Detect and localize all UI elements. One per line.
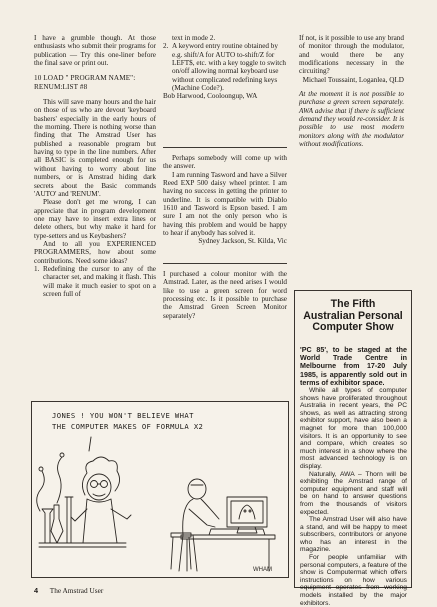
pc-show-paragraph: For people unfamiliar with personal computers, a feature of the show is Computermat which offers instructions on how various equipment operates from working models installed by the major exhibitors. (300, 554, 407, 607)
pc-show-body (300, 346, 407, 607)
cartoonist-signature: WHAM (253, 567, 272, 573)
letter-divider (163, 263, 287, 264)
list-number: 2. (163, 42, 169, 51)
letters-column-3 (299, 34, 404, 148)
page-footer (34, 586, 103, 595)
letter-paragraph: I purchased a colour monitor with the Amstrad. Later, as the need arises I would like to use a green screen for word processing etc. Is it possible to purchase the Amstrad Green Screen Monitor separately? (163, 270, 287, 320)
letter-paragraph: Perhaps somebody will come up with the answer. (163, 154, 287, 171)
caption-line: JONES ! YOU WON'T BELIEVE WHAT (52, 411, 194, 420)
letters-column-2c (163, 270, 287, 320)
letter-divider (163, 147, 287, 148)
letter-paragraph: And to all you EXPERIENCED PROGRAMMERS, how about some contributions. Need some ideas? (34, 239, 156, 265)
pc-show-paragraph: Naturally, AWA – Thorn will be exhibiting the Amstrad range of computer equipment and staff will be on hand to answer questions from the thousands of visitors expected. (300, 470, 407, 516)
editor-reply: At the moment it is not possible to purchase a green screen separately. AWA advise that if there is sufficient demand they would re-consider. It is possible to use most modern monitors along with the modulator without modifications. (299, 90, 404, 149)
pc-show-title (294, 299, 412, 334)
letters-column-1 (34, 34, 156, 298)
pc-show-lead: 'PC 85', to be staged at the World Trade Centre in Melbourne from 17-20 July 1985, is apparently sold out in terms of exhibitor space. (300, 346, 407, 387)
cartoon-illustration (31, 401, 289, 578)
list-number: 1. (34, 264, 40, 273)
publication-name: The Amstrad User (49, 586, 104, 595)
letter-paragraph: Please don't get me wrong, I can appreciate that in program development one may have to insert extra lines or delete others, but why make it hard for type-setters and us Keybashers? (34, 198, 156, 240)
pc-show-paragraph: While all types of computer shows have proliferated throughout Australia in recent years, the PC shows, as well as attracting strong exhibitor support, have also been a magnet for more than 100,000 visitors. It is an opportunity to see and compare, which creates so much interest in a show where the most advanced technology is on display. (300, 387, 407, 470)
letter-signature: Sydney Jackson, St. Kilda, Vic (198, 237, 287, 246)
letter-signature: Michael Toussaint, Loganlea, QLD (302, 75, 404, 84)
letters-column-2 (163, 34, 287, 101)
letter-paragraph: This will save many hours and the hair on those of us who are devout 'keyboard bashers' especially in the early hours of the morning. There is nothing worse than finding that The Amstrad User has published a reasonable program but having to type in the line numbers. After all BASIC is completed enough for us without having to worry about line numbers, or is Amstrad hiding dark secrets about the Basic commands 'AUTO' and 'RENUM'. (34, 98, 156, 198)
letter-paragraph: I am running Tasword and have a Silver Reed EXP 500 daisy wheel printer. I am having no success in getting the printer to underline. It is compatible with Diablo 1610 and Tasword is Epson based. I am sure I am not the only person who is having this problem and would be happy to hear if anybody has solved it. (163, 170, 287, 238)
list-text: A keyword entry routine obtained by e.g. shift/A for AUTO to-shift/Z for LEFT$, etc. with a key toggle to switch on/off allowing normal keyboard use without complicated redefining keys (Machine Code?). (172, 42, 286, 93)
idea-item-1 (34, 265, 156, 298)
title-line: The Fifth (330, 298, 376, 310)
title-line: Computer Show (312, 321, 394, 334)
title-line: Australian Personal (303, 309, 403, 322)
list-text: Redefining the cursor to any of the character set, and making it flash. This will make it much easier to spot on a screen full of (43, 264, 156, 298)
letters-column-2b (163, 154, 287, 246)
page-number: 4 (34, 586, 39, 595)
idea-item-2 (163, 42, 287, 92)
caption-line: THE COMPUTER MAKES OF FORMULA X2 (52, 422, 204, 431)
letter-paragraph: If not, is it possible to use any brand of monitor through the modulator, and would there be any modifications necessary in the circuiting? (299, 34, 404, 76)
letter-signature: Bob Harwood, Cooloongup, WA (163, 92, 258, 101)
list-continuation: text in mode 2. (172, 34, 216, 42)
code-line: 10 LOAD " PROGRAM NAME": RENUM:LIST #8 (34, 74, 136, 91)
letter-intro: I have a grumble though. At those enthusiasts who submit their programs for publication — Try this one-liner before the final save or print out. (34, 34, 156, 68)
pc-show-paragraph: The Amstrad User will also have a stand, and will be happy to meet subscribers, contributors or anyone who has an interest in the magazine. (300, 516, 407, 554)
